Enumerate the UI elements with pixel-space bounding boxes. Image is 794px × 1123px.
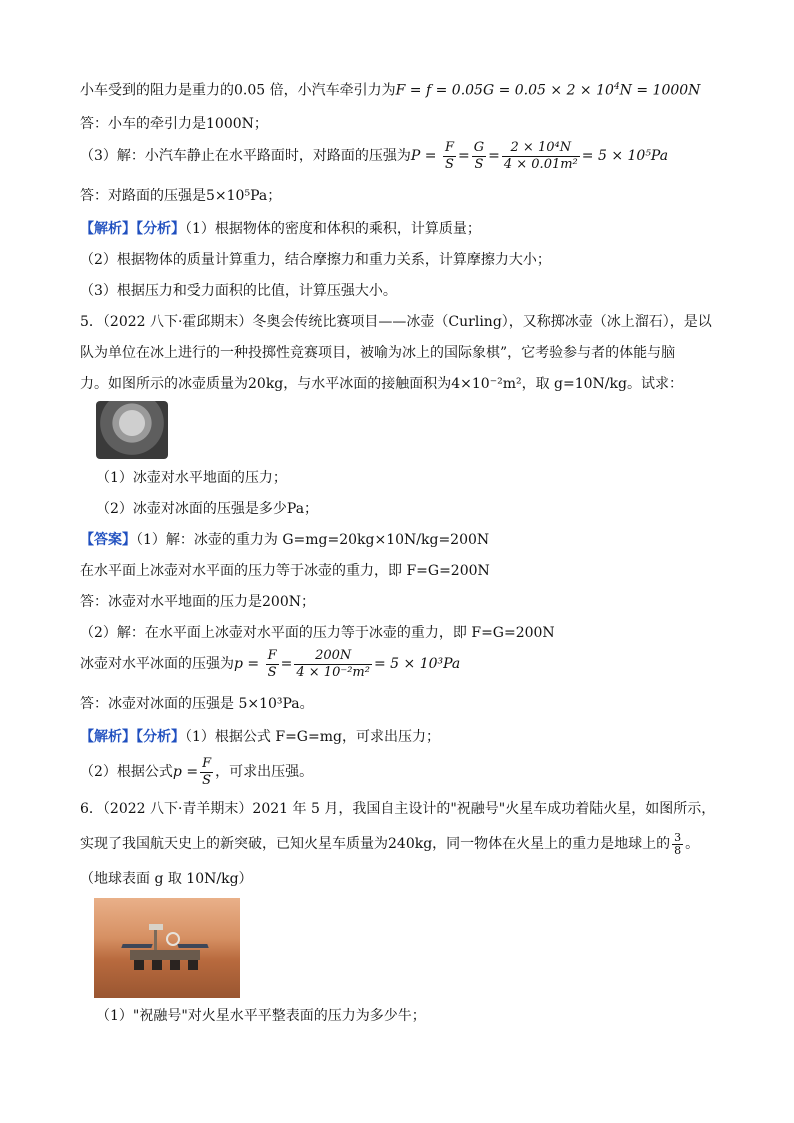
analysis-tag: 【分析】 — [136, 729, 185, 745]
line-pressure-formula — [80, 140, 668, 173]
fraction — [502, 140, 580, 173]
denominator: S — [202, 773, 212, 788]
fraction — [294, 648, 372, 681]
answer-line — [80, 532, 489, 550]
answer-tag: 【答案】 — [80, 532, 136, 548]
text: （3）解：小汽车静止在水平路面时，对路面的压强为 — [80, 147, 411, 164]
analysis-line: （3）根据压力和受力面积的比值，计算压强大小。 — [80, 283, 397, 299]
answer-line: 答：冰壶对水平地面的压力是200N； — [80, 594, 315, 610]
text: （1）根据物体的密度和体积的乘积，计算质量； — [185, 221, 481, 237]
formula-sup: 4 — [613, 82, 620, 92]
formula: = 5 × 10³Pa — [373, 655, 461, 672]
formula: = 5 × 10⁵Pa — [581, 147, 669, 164]
numerator: G — [473, 140, 485, 155]
rover-panel — [121, 944, 152, 948]
question-5-line: 5．（2022 八下·霍邱期末）冬奥会传统比赛项目——冰壶（Curling），又称掷冰壶（冰上溜石），是以 — [80, 314, 712, 330]
text: 小车受到的阻力是重力的0.05 倍，小汽车牵引力为 — [80, 82, 396, 99]
analysis-line: （2）根据物体的质量计算重力，结合摩擦力和重力关系，计算摩擦力大小； — [80, 252, 551, 268]
analysis-line — [80, 729, 440, 747]
formula: = — [280, 655, 293, 672]
rover-antenna — [166, 932, 180, 946]
text: （1）解：冰壶的重力为 G=mg=20kg×10N/kg=200N — [136, 532, 490, 548]
denominator: S — [445, 157, 454, 172]
text: 。 — [685, 835, 700, 852]
curling-stone-image — [96, 401, 168, 459]
numerator: 200N — [294, 648, 372, 665]
text: （2）根据公式 — [80, 763, 173, 780]
rover-camera — [149, 924, 163, 930]
numerator: 2 × 10⁴N — [502, 140, 580, 157]
text: ，可求出压强。 — [215, 763, 314, 780]
numerator: 3 — [674, 831, 682, 844]
analysis-tag: 【解析】 — [80, 729, 136, 745]
analysis-tag: 【解析】 — [80, 221, 136, 237]
formula: p = — [234, 655, 260, 672]
rover-wheels — [134, 960, 198, 970]
fraction — [200, 756, 213, 789]
question-5-line: 队为单位在冰上进行的一种投掷性竞赛项目，被喻为冰上的国际象棋”，它考验参与者的体能与脑 — [80, 345, 676, 361]
sub-question: （1）"祝融号"对火星水平平整表面的压力为多少牛； — [96, 1008, 426, 1024]
formula: = — [488, 147, 500, 164]
numerator: F — [267, 648, 277, 663]
answer-line: 答：冰壶对冰面的压强是 5×10³Pa。 — [80, 696, 314, 712]
analysis-line — [80, 221, 481, 239]
formula: N = 1000N — [619, 82, 701, 99]
question-5-line: 力。如图所示的冰壶质量为20kg，与水平冰面的接触面积为4×10⁻²m²，取 g=10N/kg。试求： — [80, 376, 683, 392]
numerator: F — [202, 756, 212, 771]
answer-pressure: 答：对路面的压强是5×10⁵Pa； — [80, 188, 282, 204]
rover-mast — [154, 928, 157, 950]
formula: p = — [172, 763, 199, 780]
answer-line: （2）解：在水平面上冰壶对水平面的压力等于冰壶的重力，即 F=G=200N — [80, 625, 555, 641]
formula: F = f = 0.05G = 0.05 × 2 × 10 — [395, 82, 614, 99]
question-6-line: 6．（2022 八下·青羊期末）2021 年 5 月，我国自主设计的"祝融号"火星车成功着陆火星，如图所示， — [80, 801, 716, 817]
denominator: S — [267, 665, 277, 680]
text: （1）根据公式 F=G=mg，可求出压力； — [185, 729, 440, 745]
denominator: 4 × 10⁻²m² — [296, 665, 370, 680]
mars-rover-image — [94, 898, 240, 998]
rover-panel — [177, 944, 208, 948]
answer-traction: 答：小车的牵引力是1000N； — [80, 116, 268, 132]
text: 冰壶对水平冰面的压强为 — [80, 655, 234, 672]
question-6-line: （地球表面 g 取 10N/kg） — [80, 871, 253, 887]
fraction — [672, 832, 683, 857]
line-traction — [80, 82, 700, 100]
text: 实现了我国航天史上的新突破，已知火星车质量为240kg，同一物体在火星上的重力是地球上的 — [80, 835, 671, 852]
formula: = — [458, 147, 470, 164]
sub-question: （1）冰壶对水平地面的压力； — [96, 470, 287, 486]
denominator: 4 × 0.01m² — [503, 157, 578, 172]
question-6-line — [80, 832, 699, 857]
fraction — [443, 140, 456, 173]
answer-pressure-formula — [80, 648, 460, 681]
fraction — [472, 140, 486, 173]
denominator: S — [474, 157, 484, 172]
analysis-line — [80, 756, 313, 789]
formula: P = — [410, 147, 437, 164]
numerator: F — [444, 140, 454, 155]
sub-question: （2）冰壶对冰面的压强是多少Pa； — [96, 501, 319, 517]
fraction — [266, 648, 279, 681]
answer-line: 在水平面上冰壶对水平面的压力等于冰壶的重力，即 F=G=200N — [80, 563, 490, 579]
denominator: 8 — [674, 844, 682, 857]
rover-body — [130, 950, 200, 960]
analysis-tag: 【分析】 — [136, 221, 185, 237]
